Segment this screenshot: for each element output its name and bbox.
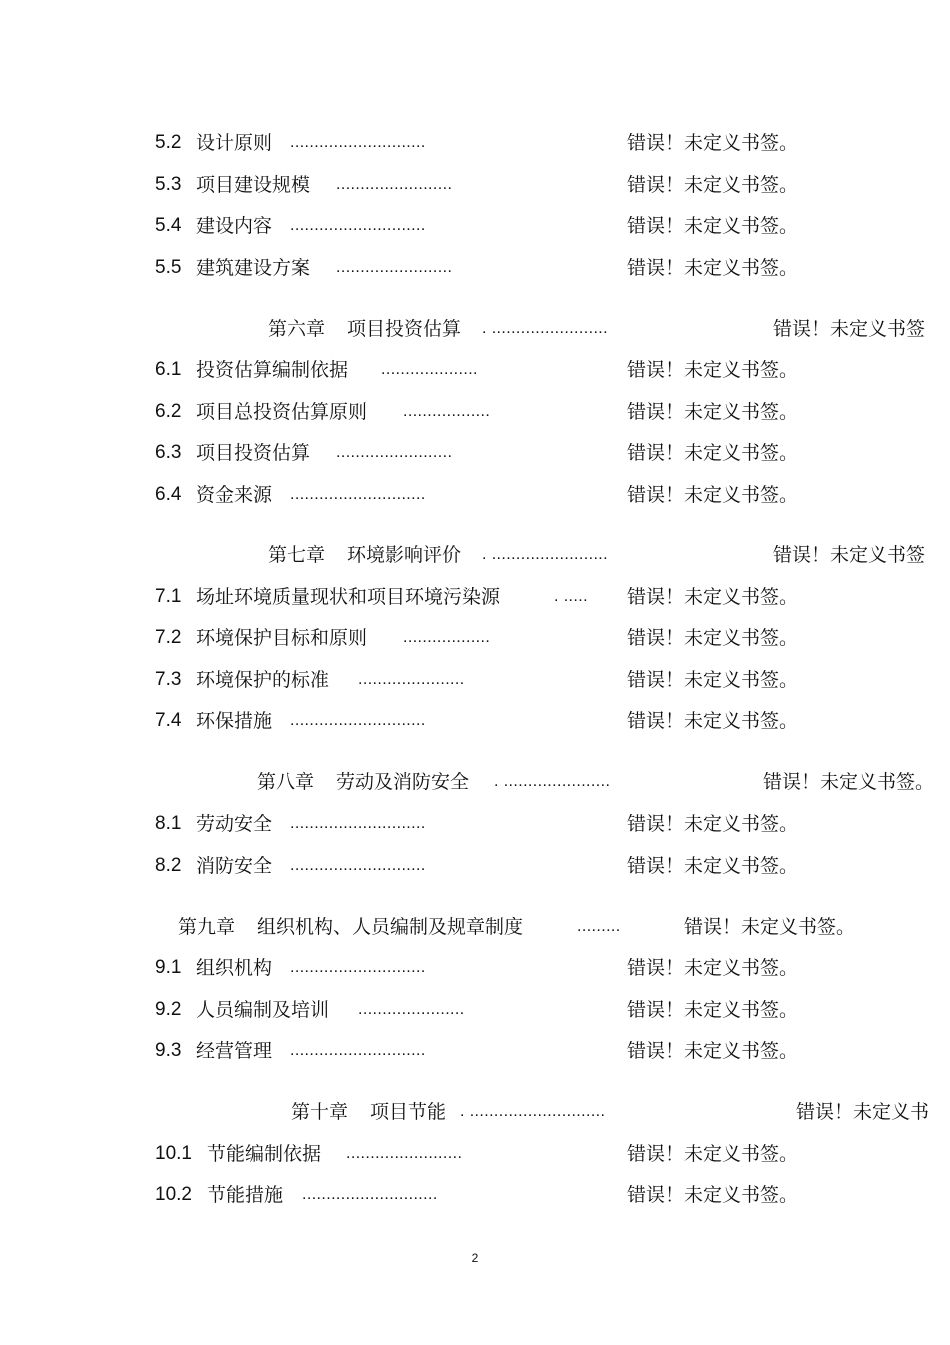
toc-chapter-number: 第十章 bbox=[291, 1101, 349, 1123]
toc-entry-title: 场址环境质量现状和项目环境污染源 bbox=[196, 586, 501, 608]
toc-entry-title: 组织机构 bbox=[196, 957, 273, 979]
toc-page-ref: 错误！未定义书签。 bbox=[627, 813, 799, 835]
toc-leader-dots: . ..... bbox=[554, 588, 588, 605]
toc-entry-number: 6.3 bbox=[155, 442, 182, 463]
toc-leader-dots: ............................ bbox=[302, 1186, 438, 1203]
toc-entry-title: 环保措施 bbox=[196, 710, 273, 732]
toc-page-ref: 错误！未定义书签。 bbox=[627, 1040, 799, 1062]
toc-entry-number: 10.1 bbox=[155, 1143, 192, 1164]
toc-page-ref: 错误！未定义书签。 bbox=[684, 916, 856, 938]
toc-page-ref: 错误！未定义书签。 bbox=[627, 627, 799, 649]
toc-chapter-title: 项目节能 bbox=[370, 1101, 447, 1123]
page-number: 2 bbox=[471, 1251, 479, 1265]
toc-chapter-number: 第六章 bbox=[268, 318, 326, 340]
toc-leader-dots: .................... bbox=[381, 361, 478, 378]
toc-entry-title: 劳动安全 bbox=[196, 813, 273, 835]
toc-leader-dots: ............................ bbox=[290, 486, 426, 503]
toc-page-ref: 错误！未定义书签。 bbox=[627, 586, 799, 608]
toc-leader-dots: ........................ bbox=[336, 176, 453, 193]
toc-entry-number: 10.2 bbox=[155, 1184, 192, 1205]
toc-chapter-title: 劳动及消防安全 bbox=[336, 771, 470, 793]
toc-leader-dots: ......... bbox=[577, 918, 621, 935]
toc-leader-dots: ............................ bbox=[290, 959, 426, 976]
toc-page-ref: 错误！未定义书签。 bbox=[627, 132, 799, 154]
toc-entry-title: 投资估算编制依据 bbox=[196, 359, 349, 381]
toc-leader-dots: ........................ bbox=[336, 444, 453, 461]
toc-entry-number: 8.2 bbox=[155, 855, 182, 876]
toc-entry-title: 项目投资估算 bbox=[196, 442, 311, 464]
toc-page-ref: 错误！未定义书签。 bbox=[627, 484, 799, 506]
toc-entry-number: 5.4 bbox=[155, 215, 182, 236]
toc-entry-number: 7.2 bbox=[155, 627, 182, 648]
toc-page-ref: 错误！未定义书签。 bbox=[627, 669, 799, 691]
toc-chapter-title: 环境影响评价 bbox=[347, 544, 462, 566]
toc-page-ref: 错误！未定义书签。 bbox=[627, 855, 799, 877]
toc-leader-dots: ............................ bbox=[290, 857, 426, 874]
toc-entry-number: 5.5 bbox=[155, 257, 182, 278]
toc-page-ref: 错误！未定义书 bbox=[796, 1101, 930, 1123]
toc-entry-title: 环境保护目标和原则 bbox=[196, 627, 368, 649]
toc-entry-title: 人员编制及培训 bbox=[196, 999, 330, 1021]
toc-page-ref: 错误！未定义书签。 bbox=[627, 359, 799, 381]
toc-entry-number: 7.1 bbox=[155, 586, 182, 607]
toc-entry-title: 项目总投资估算原则 bbox=[196, 401, 368, 423]
toc-entry-number: 5.3 bbox=[155, 174, 182, 195]
toc-entry-number: 8.1 bbox=[155, 813, 182, 834]
toc-entry-number: 5.2 bbox=[155, 132, 182, 153]
toc-entry-title: 设计原则 bbox=[196, 132, 273, 154]
toc-entry-number: 9.3 bbox=[155, 1040, 182, 1061]
toc-leader-dots: ...................... bbox=[358, 671, 465, 688]
toc-page-ref: 错误！未定义书签。 bbox=[627, 257, 799, 279]
toc-page-ref: 错误！未定义书签。 bbox=[627, 1184, 799, 1206]
toc-leader-dots: ............................ bbox=[290, 815, 426, 832]
toc-entry-title: 资金来源 bbox=[196, 484, 273, 506]
toc-entry-title: 节能编制依据 bbox=[207, 1143, 322, 1165]
toc-entry-title: 节能措施 bbox=[207, 1184, 284, 1206]
toc-chapter-title: 项目投资估算 bbox=[347, 318, 462, 340]
toc-leader-dots: ............................ bbox=[290, 1042, 426, 1059]
toc-entry-title: 消防安全 bbox=[196, 855, 273, 877]
toc-leader-dots: ............................ bbox=[290, 217, 426, 234]
toc-leader-dots: ............................ bbox=[290, 712, 426, 729]
toc-entry-number: 6.4 bbox=[155, 484, 182, 505]
toc-page-ref: 错误！未定义书签。 bbox=[627, 999, 799, 1021]
toc-page-ref: 错误！未定义书签。 bbox=[763, 771, 935, 793]
toc-leader-dots: .................. bbox=[403, 629, 491, 646]
toc-chapter-title: 组织机构、人员编制及规章制度 bbox=[257, 916, 524, 938]
toc-page-ref: 错误！未定义书签。 bbox=[627, 442, 799, 464]
toc-entry-number: 9.1 bbox=[155, 957, 182, 978]
toc-page-ref: 错误！未定义书签。 bbox=[627, 1143, 799, 1165]
toc-entry-number: 9.2 bbox=[155, 999, 182, 1020]
toc-chapter-number: 第九章 bbox=[178, 916, 236, 938]
toc-leader-dots: .................. bbox=[403, 403, 491, 420]
toc-entry-title: 环境保护的标准 bbox=[196, 669, 330, 691]
toc-leader-dots: ........................ bbox=[346, 1145, 463, 1162]
toc-entry-title: 项目建设规模 bbox=[196, 174, 311, 196]
toc-entry-number: 6.2 bbox=[155, 401, 182, 422]
toc-page-ref: 错误！未定义书签 bbox=[773, 544, 926, 566]
toc-entry-number: 7.4 bbox=[155, 710, 182, 731]
toc-chapter-number: 第八章 bbox=[257, 771, 315, 793]
toc-page-ref: 错误！未定义书签。 bbox=[627, 957, 799, 979]
toc-leader-dots: . ...................... bbox=[494, 773, 611, 790]
toc-leader-dots: . ............................ bbox=[460, 1103, 606, 1120]
toc-page-ref: 错误！未定义书签。 bbox=[627, 215, 799, 237]
toc-entry-title: 经营管理 bbox=[196, 1040, 273, 1062]
toc-page-ref: 错误！未定义书签。 bbox=[627, 174, 799, 196]
toc-leader-dots: ........................ bbox=[336, 259, 453, 276]
toc-chapter-number: 第七章 bbox=[268, 544, 326, 566]
toc-entry-number: 6.1 bbox=[155, 359, 182, 380]
toc-leader-dots: ...................... bbox=[358, 1001, 465, 1018]
toc-page-ref: 错误！未定义书签。 bbox=[627, 401, 799, 423]
toc-page-ref: 错误！未定义书签 bbox=[773, 318, 926, 340]
toc-leader-dots: . ........................ bbox=[482, 546, 608, 563]
toc-entry-title: 建筑建设方案 bbox=[196, 257, 311, 279]
toc-page-ref: 错误！未定义书签。 bbox=[627, 710, 799, 732]
toc-entry-title: 建设内容 bbox=[196, 215, 273, 237]
toc-leader-dots: ............................ bbox=[290, 134, 426, 151]
toc-entry-number: 7.3 bbox=[155, 669, 182, 690]
toc-leader-dots: . ........................ bbox=[482, 320, 608, 337]
